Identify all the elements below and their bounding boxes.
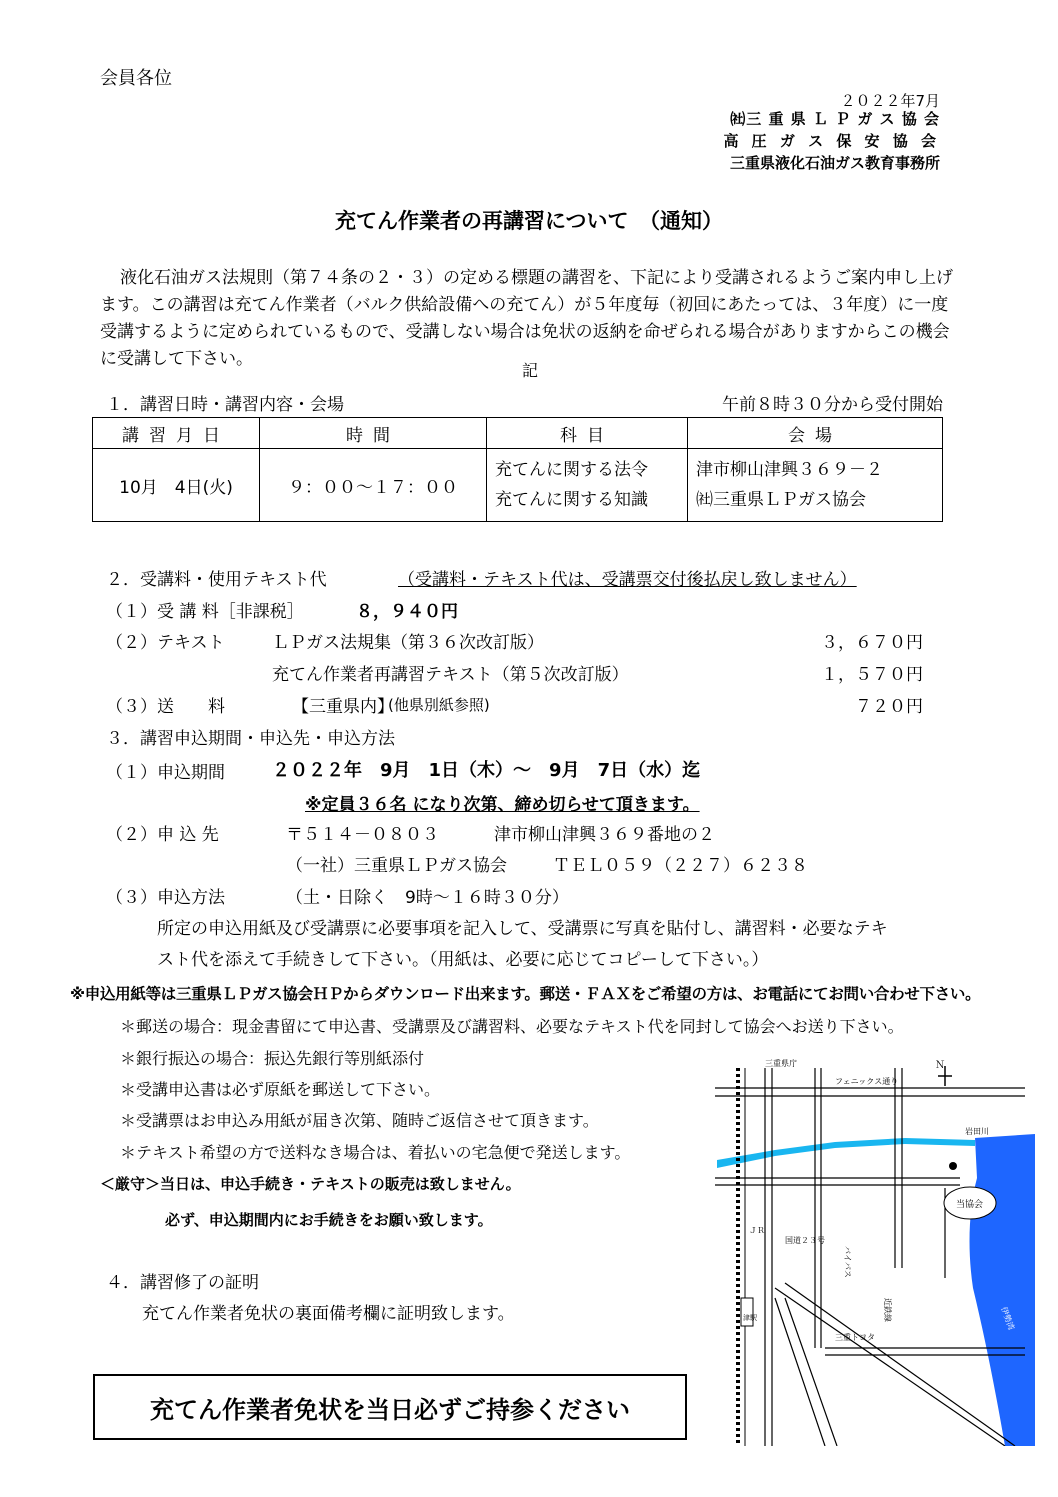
col-header-date: 講習月日 [93,418,260,449]
shipping-region: 【三重県内】 [292,697,394,717]
cell-subject [487,449,688,522]
org-3: 三重県液化石油ガス教育事務所 [729,154,940,172]
destination-address: 津市柳山津興３６９番地の２ [494,825,715,845]
section2-heading: ２．受講料・使用テキスト代 [106,570,327,590]
intro-text: 液化石油ガス法規則（第７４条の２・３）の定める標題の講習を、下記により受講されるようご案内申し上げます。この講習は充てん作業者（バルク供給設備への充てん）が５年度毎（初回にあたっては、３年度）に一度受講するように定められているもので、受講しない場合は免状の返納を命ぜられる場合がありますからこの機会に受講して下さい。 [100,268,953,369]
venue-marker [949,1162,957,1170]
access-map [705,1058,1035,1446]
period-value: ２０２２年 9月 1日（木）～ 9月 7日（水）迄 [272,760,701,781]
method-text-1: 所定の申込用紙及び受講票に必要事項を記入して、受講票に写真を貼付し、講習料・必要なテキ [157,919,888,939]
bullet-5: ＊テキスト希望の方で送料なき場合は、着払いの宅急便で発送します。 [120,1143,631,1162]
section1-heading: １．講習日時・講習内容・会場 [106,395,344,415]
map-label: 当協会 [956,1200,984,1210]
sea-area [970,1134,1035,1446]
download-note: ※申込用紙等は三重県ＬＰガス協会ＨＰからダウンロード出来ます。郵送・ＦＡＸをご希望の方は、お電話にてお問い合わせ下さい。 [70,985,981,1003]
salutation: 会員各位 [100,68,172,89]
venue-1: 津市柳山津興３６９－２ [696,460,883,480]
ki-mark: 記 [522,361,539,380]
map-label: Ｎ [935,1060,945,1071]
cell-venue [688,449,943,522]
shipping-label: （３）送 料 [106,697,225,717]
destination-label: （２）申 込 先 [106,825,219,845]
section3-heading: ３．講習申込期間・申込先・申込方法 [106,729,395,749]
cell-time: ９：００～１７：００ [260,449,487,522]
bullet-1: ＊郵送の場合：現金書留にて申込書、受講票及び講習料、必要なテキスト代を同封して協会へお送り下さい。 [120,1017,904,1036]
section4-heading: ４．講習修了の証明 [106,1273,259,1293]
col-header-venue: 会場 [688,418,943,449]
map-label: 津駅 [743,1314,757,1322]
map-label: フェニックス通り [835,1077,899,1086]
issue-date: ２０２２年7月 [840,92,940,110]
col-header-subject: 科目 [487,418,688,449]
method-hours: （土・日除く 9時～１６時３０分） [286,888,569,908]
subject-2: 充てんに関する知識 [495,490,648,510]
map-label: 近鉄線 [883,1298,892,1322]
map-label: 伊勢湾 [999,1305,1016,1332]
reception-time: 午前８時３０分から受付開始 [722,395,943,415]
map-label: ＪＲ [749,1226,765,1235]
period-label: （１）申込期間 [106,763,225,783]
org-1: ㈳三 重 県 Ｌ Ｐ ガ ス 協 会 [730,110,940,128]
fee-label: （１）受 講 料［非課税］ [106,602,304,622]
destination-org: （一社）三重県ＬＰガス協会 [286,856,507,876]
org-2: 高 圧 ガ ス 保 安 協 会 [723,132,940,150]
refund-note: （受講料・テキスト代は、受講票交付後払戻し致しません） [398,570,857,590]
map-label: 三重トヨタ [835,1333,875,1342]
text-1: ＬＰガス法規集（第３６次改訂版） [272,633,544,653]
bullet-4: ＊受講票はお申込み用紙が届き次第、随時ご返信させて頂きます。 [120,1111,599,1130]
strict-note-2: 必ず、申込期間内にお手続きをお願い致します。 [165,1211,493,1229]
map-label: バイパス [843,1246,852,1278]
capacity-note: ※定員３６名 になり次第、締め切らせて頂きます。 [305,795,700,815]
subject-1: 充てんに関する法令 [495,460,648,480]
text-label: （２）テキスト [106,633,225,653]
bullet-2: ＊銀行振込の場合：振込先銀行等別紙添付 [120,1049,425,1068]
fee-value: ８，９４０円 [356,602,458,622]
map-label: 岩田川 [965,1127,989,1136]
river [717,1138,975,1168]
strict-note-1: ＜厳守＞当日は、申込手続き・テキストの販売は致しません。 [100,1175,521,1193]
destination-tel: ＴＥＬ０５９（２２７）６２３８ [553,856,808,876]
bullet-3: ＊受講申込書は必ず原紙を郵送して下さい。 [120,1080,441,1099]
map-label: 国道２３号 [785,1236,825,1245]
schedule-table [92,417,943,522]
section4-text: 充てん作業者免状の裏面備考欄に証明致します。 [142,1304,515,1324]
map-label: 三重県庁 [765,1059,797,1068]
col-header-time: 時間 [260,418,487,449]
method-text-2: スト代を添えて手続きして下さい。（用紙は、必要に応じてコピーして下さい。） [157,950,769,970]
method-label: （３）申込方法 [106,888,225,908]
page-title: 充てん作業者の再講習について （通知） [334,209,724,233]
bring-license-banner: 充てん作業者免状を当日必ずご持参ください [93,1374,687,1440]
text-2-price: １，５７０円 [821,665,923,685]
destination-zip: 〒５１４－０８０３ [286,825,439,845]
table-row [93,449,943,522]
shipping-price: ７２０円 [855,697,923,717]
text-2: 充てん作業者再講習テキスト（第５次改訂版） [272,665,629,685]
table-header-row [93,418,943,449]
shipping-note: (他県別紙参照) [388,696,490,714]
text-1-price: ３，６７０円 [821,633,923,653]
venue-2: ㈳三重県ＬＰガス協会 [696,490,866,510]
cell-date: 10月 4日(火) [93,449,260,522]
